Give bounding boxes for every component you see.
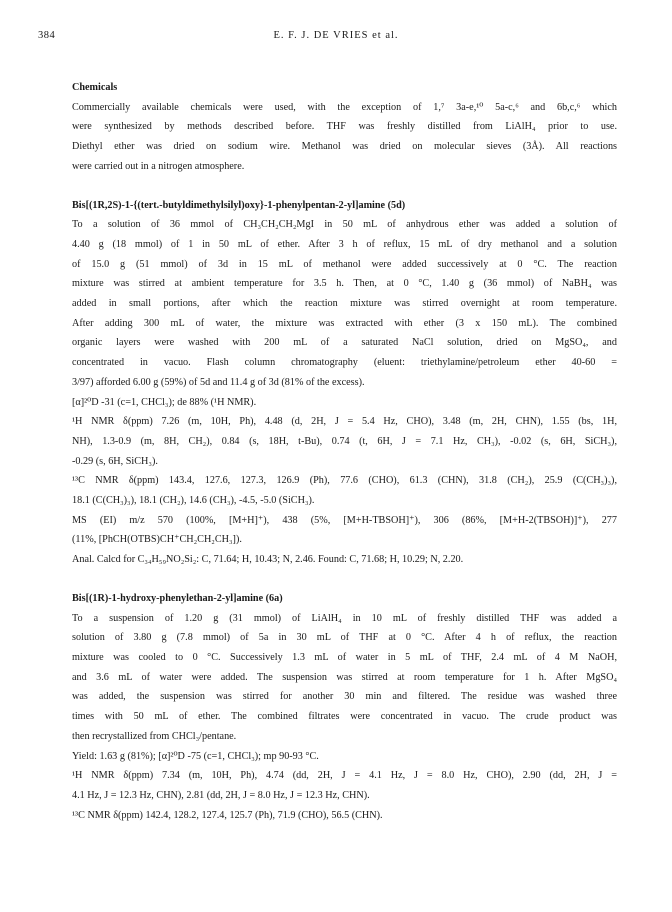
section-compound-5d <box>72 196 617 570</box>
h-nmr-line: -0.29 (s, 6H, SiCH₃). <box>72 455 158 467</box>
text-line: 3/97) afforded 6.00 g (59%) of 5d and 11.4 g of 3d (81% of the excess). <box>72 376 365 388</box>
running-title: E. F. J. DE VRIES et al. <box>273 30 399 41</box>
section-chemicals <box>72 78 617 177</box>
section-heading: Chemicals <box>72 82 118 93</box>
text-line: then recrystallized from CHCl₃/pentane. <box>72 730 237 742</box>
text-line: Commercially available chemicals were used, with the exception of 1,⁷ 3a-e,¹⁰ 5a-c,⁶ and 6b,c,⁶ which <box>72 101 617 113</box>
article-body <box>72 78 617 825</box>
text-line: solution of 3.80 g (7.8 mmol) of 5a in 30 mL of THF at 0 °C. After 4 h of reflux, the reaction <box>72 632 617 644</box>
text-line: mixture was cooled to 0 °C. Successively 1.3 mL of water in 5 mL of THF, 2.4 mL of 4 M NaOH, <box>72 651 617 663</box>
analysis-line: Anal. Calcd for C₃₄H₅₉NO₂Si₂: C, 71.64; H, 10.43; N, 2.46. Found: C, 71.68; H, 10.29; N, 2.20. <box>72 554 464 566</box>
optical-rotation: [α]²⁰D -31 (c=1, CHCl₃); de 88% (¹H NMR). <box>72 396 257 408</box>
text-line: To a suspension of 1.20 g (31 mmol) of LiAlH₄ in 10 mL of freshly distilled THF was added a <box>72 612 617 624</box>
text-line: Diethyl ether was dried on sodium wire. Methanol was dried on molecular sieves (3Å). All reactions <box>72 141 617 153</box>
section-compound-6a <box>72 589 617 825</box>
c-nmr-line: ¹³C NMR δ(ppm) 143.4, 127.6, 127.3, 126.9 (Ph), 77.6 (CHO), 61.3 (CHN), 31.8 (CH₂), 25.9 (C(CH₃)₃), <box>72 475 617 487</box>
ms-line: MS (EI) m/z 570 (100%, [M+H]⁺), 438 (5%, [M+H-TBSOH]⁺), 306 (86%, [M+H-2(TBSOH)]⁺), 277 <box>72 514 617 526</box>
h-nmr-line: ¹H NMR δ(ppm) 7.26 (m, 10H, Ph), 4.48 (d, 2H, J = 5.4 Hz, CHO), 3.48 (m, 2H, CHN), 1.55 (bs, 1H, <box>72 416 617 428</box>
section-spacer <box>72 177 617 196</box>
compound-heading: Bis[(1R)-1-hydroxy-phenylethan-2-yl]amine (6a) <box>72 592 283 604</box>
c-nmr-line: ¹³C NMR δ(ppm) 142.4, 128.2, 127.4, 125.7 (Ph), 71.9 (CHO), 56.5 (CHN). <box>72 809 383 821</box>
compound-heading: Bis[(1R,2S)-1-{(tert.-butyldimethylsilyl)oxy}-1-phenylpentan-2-yl]amine (5d) <box>72 199 406 211</box>
text-line: of 15.0 g (51 mmol) of 3d in 15 mL of methanol were added successively at 0 °C. The reaction <box>72 258 617 270</box>
section-spacer <box>72 570 617 589</box>
text-line: times with 50 mL of ether. The combined filtrates were concentrated in vacuo. The crude product was <box>72 711 617 723</box>
text-line: 4.40 g (18 mmol) of 1 in 50 mL of ether. After 3 h of reflux, 15 mL of dry methanol and a solution <box>72 238 617 250</box>
text-line: concentrated in vacuo. Flash column chromatography (eluent: triethylamine/petroleum ether 40-60 = <box>72 357 617 369</box>
text-line: added in small portions, after which the reaction mixture was stirred overnight at room temperature. <box>72 298 617 310</box>
text-line: were synthesized by methods described before. THF was freshly distilled from LiAlH₄ prior to use. <box>72 121 617 133</box>
text-line: organic layers were washed with 200 mL of a saturated NaCl solution, dried on MgSO₄, and <box>72 337 617 349</box>
text-line: and 3.6 mL of water were added. The suspension was stirred at room temperature for 1 h. After MgSO₄ <box>72 671 617 683</box>
text-line: was added, the suspension was stirred for another 30 min and filtered. The residue was washed three <box>72 691 617 703</box>
h-nmr-line: NH), 1.3-0.9 (m, 8H, CH₂), 0.84 (s, 18H, t-Bu), 0.74 (t, 6H, J = 7.1 Hz, CH₃), -0.02 (s, 6H, SiCH₃), <box>72 435 617 447</box>
ms-line: (11%, [PhCH(OTBS)CH⁺CH₂CH₂CH₃]). <box>72 534 242 546</box>
h-nmr-line: 4.1 Hz, J = 12.3 Hz, CHN), 2.81 (dd, 2H, J = 8.0 Hz, J = 12.3 Hz, CHN). <box>72 789 370 801</box>
h-nmr-line: ¹H NMR δ(ppm) 7.34 (m, 10H, Ph), 4.74 (dd, 2H, J = 4.1 Hz, J = 8.0 Hz, CHO), 2.90 (dd, 2H, J = <box>72 770 617 782</box>
text-line: were carried out in a nitrogen atmosphere. <box>72 160 245 172</box>
c-nmr-line: 18.1 (C(CH₃)₃), 18.1 (CH₂), 14.6 (CH₃), -4.5, -5.0 (SiCH₃). <box>72 495 315 507</box>
text-line: To a solution of 36 mmol of CH₃CH₂CH₂MgI in 50 mL of anhydrous ether was added a solution of <box>72 219 617 231</box>
text-line: mixture was stirred at ambient temperature for 3.5 h. Then, at 0 °C, 1.40 g (36 mmol) of NaBH₄ was <box>72 278 617 290</box>
page-number: 384 <box>38 30 56 41</box>
text-line: After adding 300 mL of water, the mixture was extracted with ether (3 x 150 mL). The combined <box>72 317 617 329</box>
yield-line: Yield: 1.63 g (81%); [α]²⁰D -75 (c=1, CHCl₃); mp 90-93 °C. <box>72 750 319 762</box>
